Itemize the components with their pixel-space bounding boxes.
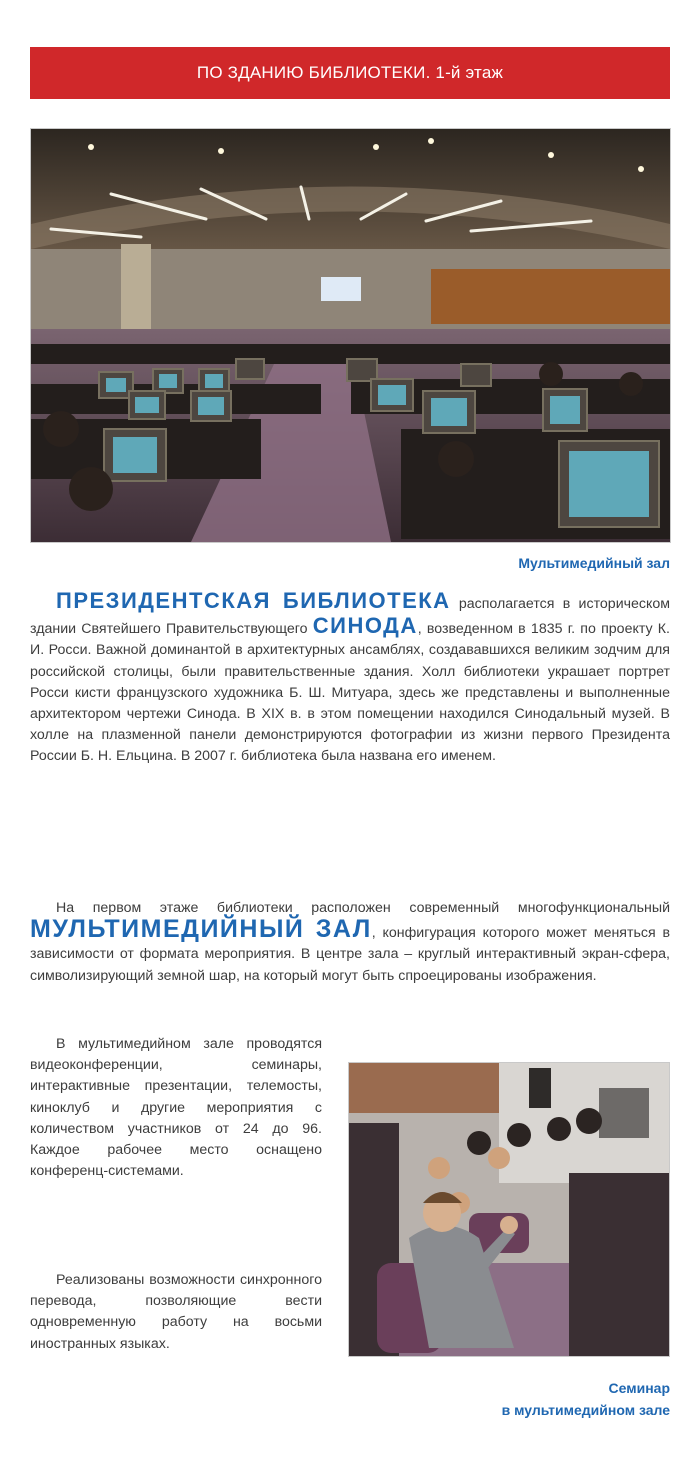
paragraph-text: В мультимедийном зале проводятся видеоконференции, семинары, интерактивные презентации, телемосты, киноклуб и другие мероприятия с количеством участников от 24 до 96. Каждое рабочее место оснащено конференц-системами.	[30, 1036, 322, 1180]
paragraph-library-history	[30, 590, 670, 768]
main-photo-caption: Мультимедийный зал	[518, 555, 670, 571]
paragraph-text: , конфигурация которого может меняться в зависимости от формата мероприятия. В центре зала – круглый интерактивный экран-сфера, символизирующий земной шар, на который могут быть спроецированы изображения.	[30, 925, 670, 984]
paragraph-text: располагается в историческом здании Святейшего Правительствующего	[30, 596, 671, 638]
highlight-presidential-library: ПРЕЗИДЕНТСКАЯ БИБЛИОТЕКА	[56, 588, 451, 613]
paragraph-translation	[30, 1270, 322, 1355]
highlight-synod: СИНОДА	[312, 613, 418, 639]
paragraph-text: На первом этаже библиотеки расположен современный многофункциональный	[56, 900, 670, 916]
paragraph-multimedia-hall	[30, 898, 670, 987]
paragraph-text: , возведенном в 1835 г. по проекту К. И. Росси. Важной доминантой в архитектурных ансамблях, создававшихся великим зодчим для российской столицы, были правительственные здания. Холл библиотеки украшает портрет Росси кисти французского художника Б. Ш. Митуара, здесь же представлены и выполненные архитектором чертежи Синода. В XIX в. в этом помещении находился Синодальный музей. В холле на плазменной панели демонстрируются фотографии из жизни первого Президента России Б. Н. Ельцина. В 2007 г. библиотека была названа его именем.	[30, 621, 670, 765]
highlight-multimedia-hall: МУЛЬТИМЕДИЙНЫЙ ЗАЛ	[30, 915, 372, 944]
multimedia-hall-photo	[30, 128, 671, 543]
seminar-caption-line2: в мультимедийном зале	[501, 1402, 670, 1418]
seminar-caption-line1: Семинар	[608, 1380, 670, 1396]
section-header	[30, 47, 670, 99]
paragraph-text: Реализованы возможности синхронного перевода, позволяющие вести одновременную работу на восьми иностранных языках.	[30, 1272, 322, 1352]
seminar-photo	[348, 1062, 670, 1357]
seminar-photo-caption	[360, 1377, 670, 1421]
section-title: ПО ЗДАНИЮ БИБЛИОТЕКИ. 1-й этаж	[196, 63, 504, 82]
paragraph-events	[30, 1034, 322, 1182]
